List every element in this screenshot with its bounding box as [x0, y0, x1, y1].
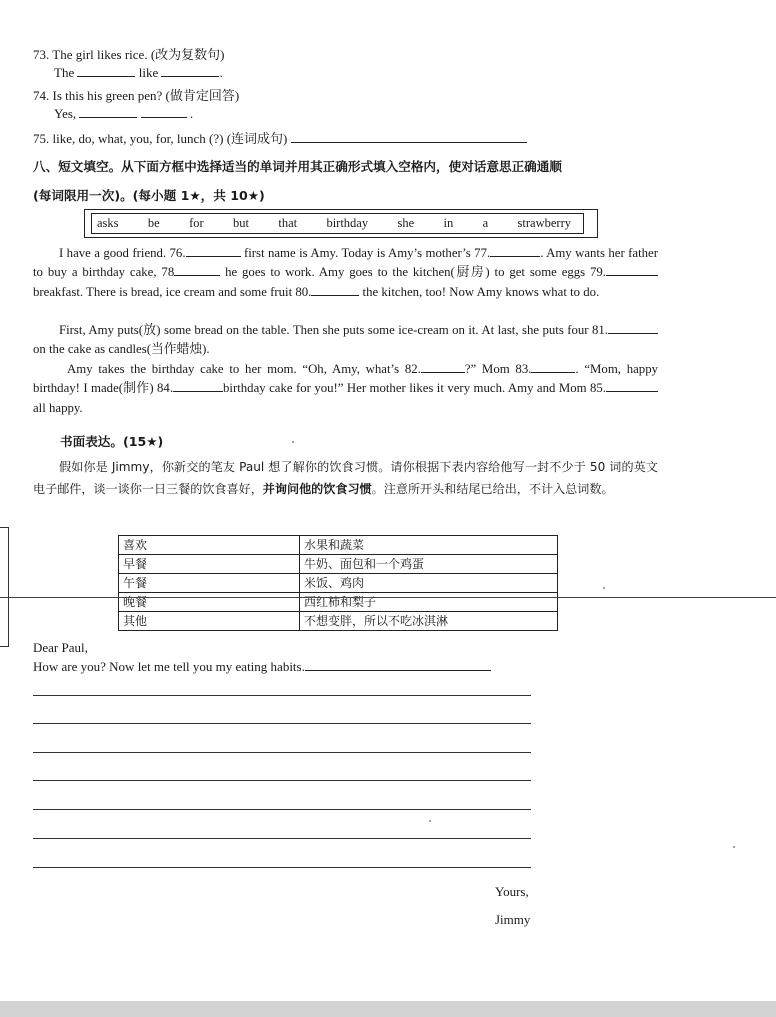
word-bank-item: but: [233, 216, 249, 230]
answer-word: The: [54, 65, 75, 80]
table-cell-content: 西红柿和梨子: [300, 593, 558, 612]
table-cell-category: 晚餐: [119, 593, 300, 612]
scan-speck: [429, 820, 431, 822]
scan-speck: [603, 587, 605, 589]
answer-punct: .: [189, 106, 194, 121]
writing-line[interactable]: [33, 838, 531, 839]
table-cell-content: 不想变胖，所以不吃冰淇淋: [300, 612, 558, 631]
horizontal-rule: [0, 597, 776, 598]
writing-instructions: 假如你是 Jimmy，你新交的笔友 Paul 想了解你的饮食习惯。请你根据下表内容给他写一封不少于 50 词的英文电子邮件，谈一谈你一日三餐的饮食喜好，并询问他的饮食习惯。注意所开头和结尾已给出，不计入总词数。: [33, 460, 658, 496]
word-bank-item: birthday: [326, 216, 369, 230]
writing-line[interactable]: [33, 695, 531, 696]
writing-line[interactable]: [33, 780, 531, 781]
word-bank-item: a: [482, 216, 489, 230]
writing-blank-first[interactable]: [305, 658, 491, 671]
letter-opening: How are you? Now let me tell you my eating habits.: [33, 658, 491, 675]
word-bank-item: strawberry: [517, 216, 571, 230]
word-bank-item: she: [397, 216, 415, 230]
blank-76[interactable]: [186, 244, 241, 257]
instr-bold: 并询问他的饮食习惯: [262, 481, 372, 496]
answer-word: like: [138, 65, 159, 80]
question-74-answer-line: [54, 105, 193, 122]
answer-blank[interactable]: [161, 64, 219, 77]
table-cell-content: 水果和蔬菜: [300, 536, 558, 555]
question-74: 74. Is this his green pen? (做肯定回答): [33, 88, 240, 103]
answer-blank[interactable]: [77, 64, 135, 77]
answer-punct: .: [219, 65, 223, 80]
writing-line[interactable]: [33, 867, 531, 868]
table-cell-content: 牛奶、面包和一个鸡蛋: [300, 555, 558, 574]
word-bank: [91, 213, 584, 234]
writing-heading: 书面表达。(15★): [60, 434, 164, 449]
blank-79[interactable]: [606, 263, 658, 276]
passage-paragraph-3: Amy takes the birthday cake to her mom. “Oh, Amy, what’s 82. ?” Mom 83. . “Mom, happy birthday! I made(制作) 84. birthday cake for you!” Her mother likes it very much. Amy and Mom 85. all happy.: [33, 362, 659, 415]
margin-bracket-side: [8, 527, 9, 646]
answer-blank[interactable]: [291, 130, 527, 143]
answer-blank[interactable]: [79, 105, 137, 118]
table-row: [119, 536, 558, 555]
table-row: [119, 593, 558, 612]
word-bank-item: that: [278, 216, 298, 230]
word-bank-item: in: [443, 216, 454, 230]
word-bank-item: be: [147, 216, 160, 230]
word-bank-item: asks: [97, 216, 119, 230]
table-cell-category: 午餐: [119, 574, 300, 593]
question-73-answer-line: [54, 64, 223, 81]
blank-77[interactable]: [490, 244, 540, 257]
section-8-heading-cont: (每词限用一次)。(每小题 1★，共 10★): [33, 188, 265, 203]
writing-line[interactable]: [33, 723, 531, 724]
table-cell-category: 喜欢: [119, 536, 300, 555]
question-73: 73. The girl likes rice. (改为复数句): [33, 47, 225, 62]
blank-80[interactable]: [311, 283, 359, 296]
word-bank-item: for: [189, 216, 204, 230]
table-row: [119, 574, 558, 593]
answer-blank[interactable]: [141, 105, 187, 118]
scan-speck: [733, 846, 735, 848]
writing-line[interactable]: [33, 809, 531, 810]
letter-closing: Yours,: [495, 884, 529, 899]
section-8-heading: 八、短文填空。从下面方框中选择适当的单词并用其正确形式填入空格内，使对话意思正确通顺: [33, 159, 562, 174]
table-cell-category: 其他: [119, 612, 300, 631]
eating-habits-table: [118, 535, 558, 631]
answer-word: Yes,: [54, 106, 77, 121]
letter-salutation: Dear Paul,: [33, 640, 88, 655]
table-cell-category: 早餐: [119, 555, 300, 574]
word-bank-box: [84, 209, 598, 238]
letter-signature: Jimmy: [495, 912, 531, 927]
page-bottom-strip: [0, 1001, 776, 1017]
writing-line[interactable]: [33, 752, 531, 753]
blank-78[interactable]: [174, 263, 220, 276]
scan-speck: [292, 441, 294, 443]
question-75-text: 75. like, do, what, you, for, lunch (?) (连词成句): [33, 131, 288, 146]
passage-paragraph-1: I have a good friend. 76. first name is Amy. Today is Amy’s mother’s 77. . Amy wants her father to buy a birthday cake, 78 he goes to work. Amy goes to the kitchen(厨房) to get some eggs 79. breakfast. There is bread, ice cream and some fruit 80. the kitchen, too! Now Amy knows what to do.: [33, 246, 658, 299]
margin-bracket-bottom: [0, 646, 9, 647]
question-75: [33, 128, 527, 147]
table-row: [119, 612, 558, 631]
table-row: [119, 555, 558, 574]
blank-82[interactable]: [421, 360, 465, 373]
blank-85[interactable]: [606, 379, 658, 392]
passage-paragraph-2: First, Amy puts(放) some bread on the table. Then she puts some ice-cream on it. At last, she puts four 81. on the cake as candles(当作蜡烛).: [33, 321, 658, 360]
blank-83[interactable]: [531, 360, 575, 373]
blank-81[interactable]: [608, 321, 658, 334]
table-cell-content: 米饭、鸡肉: [300, 574, 558, 593]
blank-84[interactable]: [173, 379, 223, 392]
